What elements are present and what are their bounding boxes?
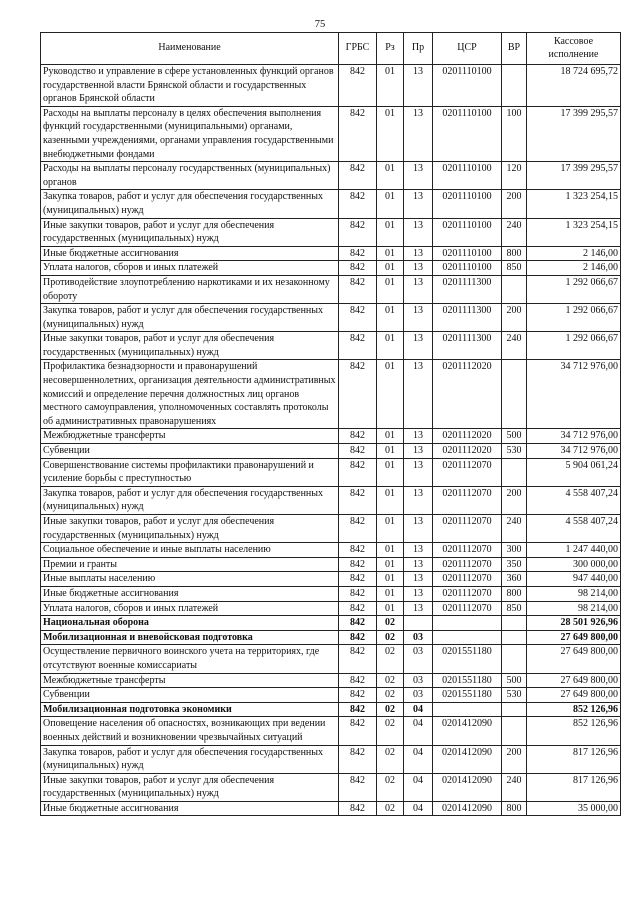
cell-rz: 01 — [377, 572, 404, 587]
header-name: Наименование — [41, 33, 339, 65]
cell-name: Иные закупки товаров, работ и услуг для обеспечения государственных (муниципальных) нужд — [41, 515, 339, 543]
cell-rz: 01 — [377, 332, 404, 360]
cell-csr: 0201112070 — [433, 515, 502, 543]
cell-grbs: 842 — [339, 572, 377, 587]
cell-amount: 300 000,00 — [527, 557, 621, 572]
cell-name: Иные выплаты населению — [41, 572, 339, 587]
cell-pr: 13 — [404, 601, 433, 616]
cell-amount: 1 292 066,67 — [527, 275, 621, 303]
cell-pr: 13 — [404, 543, 433, 558]
cell-csr: 0201112070 — [433, 601, 502, 616]
cell-rz: 01 — [377, 162, 404, 190]
cell-vr — [502, 65, 527, 107]
page-number: 75 — [314, 19, 326, 30]
cell-name: Иные закупки товаров, работ и услуг для обеспечения государственных (муниципальных) нужд — [41, 773, 339, 801]
header-amount: Кассовое исполнение — [527, 33, 621, 65]
cell-csr: 0201112070 — [433, 543, 502, 558]
cell-vr: 200 — [502, 190, 527, 218]
table-row — [41, 673, 621, 688]
cell-amount: 98 214,00 — [527, 586, 621, 601]
cell-vr — [502, 275, 527, 303]
table-row — [41, 773, 621, 801]
cell-grbs: 842 — [339, 616, 377, 631]
cell-name: Субвенции — [41, 688, 339, 703]
cell-vr: 530 — [502, 688, 527, 703]
cell-csr: 0201110100 — [433, 190, 502, 218]
cell-name: Мобилизационная подготовка экономики — [41, 702, 339, 717]
table-row — [41, 332, 621, 360]
cell-rz: 01 — [377, 261, 404, 276]
cell-amount: 2 146,00 — [527, 246, 621, 261]
cell-amount: 34 712 976,00 — [527, 360, 621, 429]
cell-grbs: 842 — [339, 162, 377, 190]
cell-csr: 0201111300 — [433, 332, 502, 360]
cell-amount: 1 292 066,67 — [527, 332, 621, 360]
cell-grbs: 842 — [339, 429, 377, 444]
cell-amount: 1 323 254,15 — [527, 218, 621, 246]
header-csr: ЦСР — [433, 33, 502, 65]
cell-vr: 300 — [502, 543, 527, 558]
cell-grbs: 842 — [339, 444, 377, 459]
cell-amount: 27 649 800,00 — [527, 673, 621, 688]
cell-csr: 0201412090 — [433, 717, 502, 745]
cell-pr: 13 — [404, 429, 433, 444]
cell-vr: 500 — [502, 429, 527, 444]
cell-csr — [433, 630, 502, 645]
cell-grbs: 842 — [339, 515, 377, 543]
cell-name: Иные бюджетные ассигнования — [41, 801, 339, 816]
cell-pr: 13 — [404, 275, 433, 303]
cell-csr — [433, 616, 502, 631]
cell-vr: 120 — [502, 162, 527, 190]
cell-csr: 0201412090 — [433, 801, 502, 816]
cell-pr: 04 — [404, 773, 433, 801]
cell-vr — [502, 360, 527, 429]
cell-name: Межбюджетные трансферты — [41, 673, 339, 688]
table-row — [41, 688, 621, 703]
table-row — [41, 444, 621, 459]
cell-pr: 04 — [404, 801, 433, 816]
cell-rz: 02 — [377, 717, 404, 745]
cell-amount: 1 323 254,15 — [527, 190, 621, 218]
cell-pr: 13 — [404, 586, 433, 601]
cell-rz: 01 — [377, 543, 404, 558]
cell-vr: 200 — [502, 745, 527, 773]
cell-amount: 852 126,96 — [527, 717, 621, 745]
cell-vr: 500 — [502, 673, 527, 688]
cell-vr: 800 — [502, 246, 527, 261]
cell-name: Премии и гранты — [41, 557, 339, 572]
table-row — [41, 190, 621, 218]
cell-grbs: 842 — [339, 773, 377, 801]
cell-amount: 98 214,00 — [527, 601, 621, 616]
cell-grbs: 842 — [339, 673, 377, 688]
cell-name: Противодействие злоупотреблению наркотиками и их незаконному обороту — [41, 275, 339, 303]
cell-pr: 13 — [404, 572, 433, 587]
cell-name: Уплата налогов, сборов и иных платежей — [41, 601, 339, 616]
cell-grbs: 842 — [339, 586, 377, 601]
cell-rz: 02 — [377, 801, 404, 816]
cell-pr: 13 — [404, 360, 433, 429]
cell-csr: 0201551180 — [433, 688, 502, 703]
table-row — [41, 745, 621, 773]
cell-amount: 1 247 440,00 — [527, 543, 621, 558]
cell-name: Руководство и управление в сфере установленных функций органов государственной власти Брянской области и государственных органов Брянской области — [41, 65, 339, 107]
cell-vr — [502, 458, 527, 486]
cell-name: Мобилизационная и вневойсковая подготовка — [41, 630, 339, 645]
cell-rz: 01 — [377, 601, 404, 616]
table-row — [41, 304, 621, 332]
cell-rz: 01 — [377, 106, 404, 161]
cell-grbs: 842 — [339, 360, 377, 429]
table-row — [41, 360, 621, 429]
cell-amount: 4 558 407,24 — [527, 486, 621, 514]
cell-csr: 0201111300 — [433, 275, 502, 303]
cell-csr: 0201112070 — [433, 486, 502, 514]
cell-csr: 0201110100 — [433, 218, 502, 246]
cell-rz: 01 — [377, 429, 404, 444]
cell-pr: 13 — [404, 261, 433, 276]
cell-pr: 13 — [404, 65, 433, 107]
cell-name: Закупка товаров, работ и услуг для обеспечения государственных (муниципальных) нужд — [41, 745, 339, 773]
cell-amount: 5 904 061,24 — [527, 458, 621, 486]
cell-name: Осуществление первичного воинского учета на территориях, где отсутствуют военные комиссариаты — [41, 645, 339, 673]
cell-name: Закупка товаров, работ и услуг для обеспечения государственных (муниципальных) нужд — [41, 486, 339, 514]
cell-name: Иные закупки товаров, работ и услуг для обеспечения государственных (муниципальных) нужд — [41, 332, 339, 360]
cell-csr: 0201110100 — [433, 106, 502, 161]
cell-csr: 0201112020 — [433, 429, 502, 444]
cell-name: Национальная оборона — [41, 616, 339, 631]
cell-grbs: 842 — [339, 630, 377, 645]
cell-vr: 800 — [502, 801, 527, 816]
cell-grbs: 842 — [339, 458, 377, 486]
cell-name: Совершенствование системы профилактики правонарушений и усиление борьбы с преступностью — [41, 458, 339, 486]
cell-amount: 34 712 976,00 — [527, 429, 621, 444]
cell-csr: 0201551180 — [433, 673, 502, 688]
cell-name: Уплата налогов, сборов и иных платежей — [41, 261, 339, 276]
cell-vr: 200 — [502, 486, 527, 514]
cell-pr: 13 — [404, 458, 433, 486]
cell-pr: 13 — [404, 218, 433, 246]
cell-rz: 01 — [377, 304, 404, 332]
table-row — [41, 717, 621, 745]
cell-pr: 03 — [404, 688, 433, 703]
cell-rz: 01 — [377, 586, 404, 601]
cell-vr: 240 — [502, 515, 527, 543]
table-body — [41, 65, 621, 816]
cell-pr: 04 — [404, 745, 433, 773]
table-row — [41, 601, 621, 616]
cell-amount: 1 292 066,67 — [527, 304, 621, 332]
cell-grbs: 842 — [339, 601, 377, 616]
cell-name: Профилактика безнадзорности и правонарушений несовершеннолетних, организация деятельности административных комиссий и определение перечня должностных лиц органов местного самоуправления, уполномоченных составлять протоколы об административных правонарушениях — [41, 360, 339, 429]
table-row — [41, 261, 621, 276]
cell-pr: 03 — [404, 645, 433, 673]
section-row — [41, 616, 621, 631]
cell-rz: 01 — [377, 360, 404, 429]
cell-vr — [502, 630, 527, 645]
cell-csr: 0201112070 — [433, 557, 502, 572]
cell-pr: 13 — [404, 557, 433, 572]
section-row — [41, 702, 621, 717]
cell-csr: 0201112070 — [433, 572, 502, 587]
cell-grbs: 842 — [339, 543, 377, 558]
cell-vr — [502, 645, 527, 673]
cell-amount: 17 399 295,57 — [527, 162, 621, 190]
cell-pr: 13 — [404, 246, 433, 261]
cell-name: Иные бюджетные ассигнования — [41, 246, 339, 261]
cell-pr: 13 — [404, 190, 433, 218]
cell-vr: 850 — [502, 261, 527, 276]
table-row — [41, 106, 621, 161]
cell-rz: 01 — [377, 218, 404, 246]
cell-rz: 02 — [377, 673, 404, 688]
budget-table — [40, 32, 621, 816]
cell-vr — [502, 717, 527, 745]
cell-csr: 0201112070 — [433, 458, 502, 486]
cell-amount: 2 146,00 — [527, 261, 621, 276]
cell-name: Расходы на выплаты персоналу в целях обеспечения выполнения функций государственными (муниципальными) органами, казенными учреждениями, органами управления государственными внебюджетными фондами — [41, 106, 339, 161]
cell-vr: 240 — [502, 332, 527, 360]
cell-rz: 02 — [377, 645, 404, 673]
cell-csr: 0201112020 — [433, 444, 502, 459]
cell-pr: 03 — [404, 630, 433, 645]
table-row — [41, 801, 621, 816]
cell-rz: 01 — [377, 458, 404, 486]
cell-amount: 852 126,96 — [527, 702, 621, 717]
cell-amount: 947 440,00 — [527, 572, 621, 587]
table-row — [41, 246, 621, 261]
cell-amount: 4 558 407,24 — [527, 515, 621, 543]
cell-vr: 350 — [502, 557, 527, 572]
cell-grbs: 842 — [339, 801, 377, 816]
table-row — [41, 218, 621, 246]
cell-pr: 13 — [404, 444, 433, 459]
cell-vr — [502, 616, 527, 631]
cell-rz: 02 — [377, 688, 404, 703]
cell-pr: 13 — [404, 162, 433, 190]
cell-grbs: 842 — [339, 65, 377, 107]
cell-pr — [404, 616, 433, 631]
table-row — [41, 429, 621, 444]
cell-csr — [433, 702, 502, 717]
cell-pr: 03 — [404, 673, 433, 688]
cell-rz: 01 — [377, 515, 404, 543]
cell-amount: 817 126,96 — [527, 745, 621, 773]
cell-rz: 02 — [377, 745, 404, 773]
cell-rz: 01 — [377, 275, 404, 303]
cell-pr: 13 — [404, 106, 433, 161]
cell-grbs: 842 — [339, 557, 377, 572]
cell-pr: 04 — [404, 702, 433, 717]
table-row — [41, 458, 621, 486]
cell-rz: 01 — [377, 557, 404, 572]
cell-vr — [502, 702, 527, 717]
table-row — [41, 486, 621, 514]
cell-name: Иные закупки товаров, работ и услуг для обеспечения государственных (муниципальных) нужд — [41, 218, 339, 246]
cell-pr: 13 — [404, 304, 433, 332]
cell-csr: 0201112070 — [433, 586, 502, 601]
cell-rz: 01 — [377, 190, 404, 218]
cell-pr: 13 — [404, 332, 433, 360]
cell-vr: 360 — [502, 572, 527, 587]
table-row — [41, 557, 621, 572]
cell-amount: 28 501 926,96 — [527, 616, 621, 631]
cell-vr: 530 — [502, 444, 527, 459]
table-row — [41, 586, 621, 601]
header-pr: Пр — [404, 33, 433, 65]
cell-rz: 01 — [377, 444, 404, 459]
cell-grbs: 842 — [339, 702, 377, 717]
cell-csr: 0201112020 — [433, 360, 502, 429]
cell-grbs: 842 — [339, 190, 377, 218]
cell-amount: 34 712 976,00 — [527, 444, 621, 459]
cell-vr: 850 — [502, 601, 527, 616]
header-grbs: ГРБС — [339, 33, 377, 65]
cell-grbs: 842 — [339, 106, 377, 161]
cell-csr: 0201110100 — [433, 261, 502, 276]
header-rz: Рз — [377, 33, 404, 65]
table-row — [41, 65, 621, 107]
cell-grbs: 842 — [339, 261, 377, 276]
cell-name: Закупка товаров, работ и услуг для обеспечения государственных (муниципальных) нужд — [41, 190, 339, 218]
cell-rz: 02 — [377, 773, 404, 801]
table-row — [41, 162, 621, 190]
cell-amount: 817 126,96 — [527, 773, 621, 801]
cell-name: Оповещение населения об опасностях, возникающих при ведении военных действий и возникновении чрезвычайных ситуаций — [41, 717, 339, 745]
cell-vr: 240 — [502, 218, 527, 246]
cell-vr: 200 — [502, 304, 527, 332]
cell-vr: 100 — [502, 106, 527, 161]
cell-name: Межбюджетные трансферты — [41, 429, 339, 444]
cell-grbs: 842 — [339, 717, 377, 745]
cell-csr: 0201551180 — [433, 645, 502, 673]
cell-rz: 01 — [377, 486, 404, 514]
table-row — [41, 275, 621, 303]
cell-csr: 0201110100 — [433, 162, 502, 190]
cell-amount: 27 649 800,00 — [527, 688, 621, 703]
cell-amount: 17 399 295,57 — [527, 106, 621, 161]
cell-csr: 0201412090 — [433, 773, 502, 801]
cell-grbs: 842 — [339, 745, 377, 773]
cell-name: Субвенции — [41, 444, 339, 459]
cell-name: Закупка товаров, работ и услуг для обеспечения государственных (муниципальных) нужд — [41, 304, 339, 332]
cell-csr: 0201110100 — [433, 246, 502, 261]
cell-vr: 240 — [502, 773, 527, 801]
cell-vr: 800 — [502, 586, 527, 601]
header-vr: ВР — [502, 33, 527, 65]
cell-csr: 0201412090 — [433, 745, 502, 773]
cell-amount: 35 000,00 — [527, 801, 621, 816]
table-header-row — [41, 33, 621, 65]
cell-csr: 0201110100 — [433, 65, 502, 107]
table-row — [41, 572, 621, 587]
cell-grbs: 842 — [339, 332, 377, 360]
cell-name: Расходы на выплаты персоналу государственных (муниципальных) органов — [41, 162, 339, 190]
cell-pr: 04 — [404, 717, 433, 745]
cell-grbs: 842 — [339, 275, 377, 303]
cell-rz: 02 — [377, 702, 404, 717]
cell-name: Социальное обеспечение и иные выплаты населению — [41, 543, 339, 558]
table-row — [41, 645, 621, 673]
section-row — [41, 630, 621, 645]
cell-pr: 13 — [404, 486, 433, 514]
cell-csr: 0201111300 — [433, 304, 502, 332]
cell-name: Иные бюджетные ассигнования — [41, 586, 339, 601]
cell-rz: 02 — [377, 616, 404, 631]
table-row — [41, 543, 621, 558]
cell-amount: 27 649 800,00 — [527, 645, 621, 673]
table-row — [41, 515, 621, 543]
cell-amount: 27 649 800,00 — [527, 630, 621, 645]
cell-rz: 01 — [377, 65, 404, 107]
cell-amount: 18 724 695,72 — [527, 65, 621, 107]
cell-grbs: 842 — [339, 645, 377, 673]
cell-grbs: 842 — [339, 218, 377, 246]
cell-grbs: 842 — [339, 304, 377, 332]
cell-grbs: 842 — [339, 688, 377, 703]
cell-grbs: 842 — [339, 246, 377, 261]
cell-pr: 13 — [404, 515, 433, 543]
cell-rz: 01 — [377, 246, 404, 261]
cell-grbs: 842 — [339, 486, 377, 514]
cell-rz: 02 — [377, 630, 404, 645]
